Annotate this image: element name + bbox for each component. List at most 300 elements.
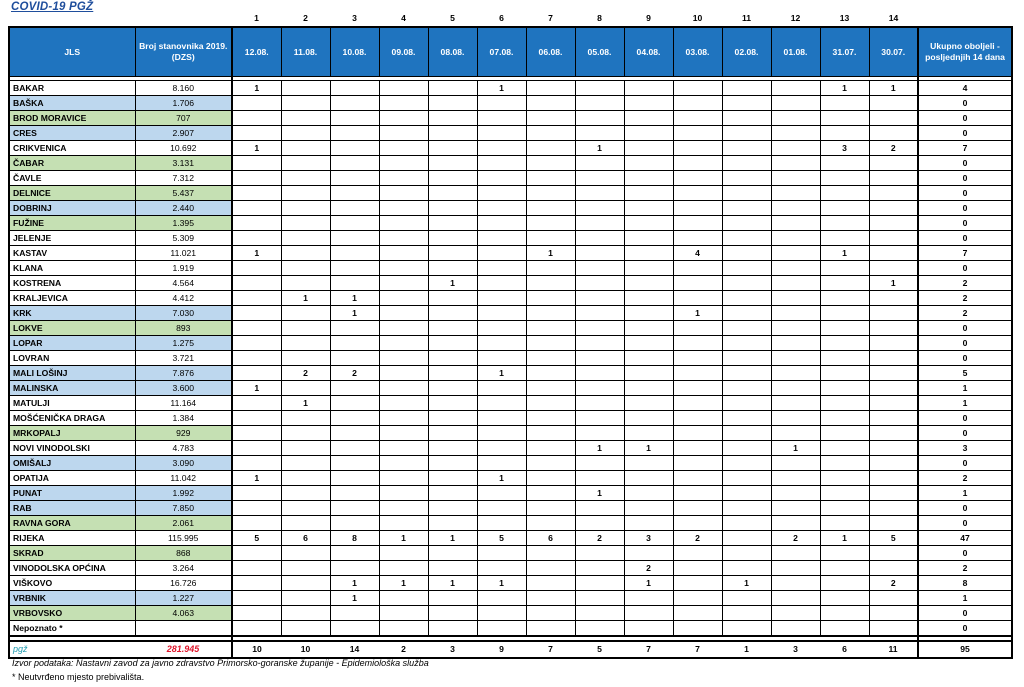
case-cell [820, 516, 869, 531]
total-cell: 0 [918, 111, 1012, 126]
case-cell [379, 321, 428, 336]
case-cell [771, 396, 820, 411]
table-row [9, 261, 1012, 276]
case-cell [477, 156, 526, 171]
population-cell: 3.721 [135, 351, 232, 366]
case-cell: 6 [526, 531, 575, 546]
header-total: Ukupno oboljeli - posljednjih 14 dana [918, 27, 1012, 77]
day-number: 13 [839, 13, 850, 24]
totals-day: 7 [624, 641, 673, 658]
case-cell [624, 411, 673, 426]
case-cell [673, 231, 722, 246]
case-cell [232, 456, 281, 471]
case-cell [673, 351, 722, 366]
case-cell [232, 606, 281, 621]
case-cell [526, 321, 575, 336]
header-date: 11.08. [281, 27, 330, 77]
table-row [9, 576, 1012, 591]
total-cell: 0 [918, 456, 1012, 471]
case-cell [673, 276, 722, 291]
case-cell [428, 426, 477, 441]
case-cell [379, 336, 428, 351]
day-number: 4 [401, 13, 406, 24]
case-cell: 1 [526, 246, 575, 261]
case-cell [379, 411, 428, 426]
case-cell [771, 381, 820, 396]
population-cell: 1.992 [135, 486, 232, 501]
case-cell [330, 336, 379, 351]
case-cell [330, 201, 379, 216]
case-cell [428, 336, 477, 351]
total-cell: 7 [918, 141, 1012, 156]
municipality-name: KRALJEVICA [9, 291, 135, 306]
municipality-name: Nepoznato * [9, 621, 135, 637]
table-row [9, 531, 1012, 546]
total-cell: 3 [918, 441, 1012, 456]
total-cell: 2 [918, 276, 1012, 291]
total-cell: 2 [918, 306, 1012, 321]
case-cell [869, 516, 918, 531]
case-cell [330, 471, 379, 486]
case-cell [526, 111, 575, 126]
case-cell [673, 621, 722, 637]
case-cell [281, 111, 330, 126]
case-cell: 2 [330, 366, 379, 381]
population-cell: 929 [135, 426, 232, 441]
table-row [9, 381, 1012, 396]
case-cell [477, 306, 526, 321]
case-cell [281, 126, 330, 141]
case-cell [771, 231, 820, 246]
table-row [9, 336, 1012, 351]
population-cell: 3.090 [135, 456, 232, 471]
case-cell [722, 456, 771, 471]
day-number: 2 [303, 13, 308, 24]
case-cell [526, 471, 575, 486]
case-cell [575, 351, 624, 366]
case-cell [673, 411, 722, 426]
case-cell [477, 456, 526, 471]
totals-day: 3 [428, 641, 477, 658]
case-cell [673, 426, 722, 441]
case-cell [722, 486, 771, 501]
case-cell [820, 561, 869, 576]
population-cell: 1.919 [135, 261, 232, 276]
population-cell: 11.164 [135, 396, 232, 411]
case-cell [281, 246, 330, 261]
case-cell [477, 171, 526, 186]
municipality-name: KRK [9, 306, 135, 321]
blank-cell [918, 8, 1012, 27]
case-cell [575, 381, 624, 396]
case-cell [281, 441, 330, 456]
case-cell [771, 306, 820, 321]
table-row [9, 396, 1012, 411]
case-cell [820, 411, 869, 426]
case-cell [477, 186, 526, 201]
case-cell [428, 216, 477, 231]
page-title: COVID-19 PGŽ [11, 1, 94, 13]
case-cell [820, 156, 869, 171]
case-cell [477, 621, 526, 637]
case-cell [820, 456, 869, 471]
case-cell [722, 501, 771, 516]
header-date: 09.08. [379, 27, 428, 77]
case-cell [379, 231, 428, 246]
case-cell [722, 111, 771, 126]
case-cell [330, 231, 379, 246]
population-cell: 7.030 [135, 306, 232, 321]
case-cell [428, 96, 477, 111]
day-number: 9 [646, 13, 651, 24]
case-cell [281, 591, 330, 606]
case-cell: 2 [869, 576, 918, 591]
case-cell [624, 351, 673, 366]
case-cell [526, 621, 575, 637]
totals-label: pgž [9, 641, 135, 658]
day-number: 8 [597, 13, 602, 24]
case-cell [820, 261, 869, 276]
case-cell [820, 381, 869, 396]
case-cell [820, 336, 869, 351]
municipality-name: LOKVE [9, 321, 135, 336]
case-cell: 1 [330, 591, 379, 606]
case-cell [232, 111, 281, 126]
case-cell [673, 81, 722, 96]
municipality-name: MOŠĆENIČKA DRAGA [9, 411, 135, 426]
case-cell [624, 426, 673, 441]
header-date: 05.08. [575, 27, 624, 77]
case-cell: 1 [673, 306, 722, 321]
case-cell: 1 [428, 576, 477, 591]
case-cell: 1 [575, 441, 624, 456]
case-cell: 1 [820, 531, 869, 546]
case-cell [869, 171, 918, 186]
case-cell: 3 [820, 141, 869, 156]
case-cell [526, 231, 575, 246]
case-cell [428, 411, 477, 426]
case-cell [379, 141, 428, 156]
case-cell [624, 201, 673, 216]
case-cell [477, 201, 526, 216]
case-cell [575, 201, 624, 216]
case-cell [428, 396, 477, 411]
case-cell [232, 576, 281, 591]
municipality-name: CRES [9, 126, 135, 141]
case-cell [722, 606, 771, 621]
case-cell: 1 [232, 246, 281, 261]
case-cell [869, 381, 918, 396]
case-cell: 8 [330, 531, 379, 546]
case-cell: 1 [330, 291, 379, 306]
case-cell: 5 [232, 531, 281, 546]
case-cell [624, 81, 673, 96]
case-cell [575, 426, 624, 441]
population-cell: 1.706 [135, 96, 232, 111]
case-cell [869, 561, 918, 576]
case-cell [379, 621, 428, 637]
case-cell [771, 81, 820, 96]
table-row [9, 141, 1012, 156]
table-row [9, 171, 1012, 186]
population-cell: 7.876 [135, 366, 232, 381]
population-cell: 2.907 [135, 126, 232, 141]
case-cell [624, 486, 673, 501]
header-date: 03.08. [673, 27, 722, 77]
case-cell: 3 [624, 531, 673, 546]
case-cell [428, 156, 477, 171]
case-cell: 2 [771, 531, 820, 546]
case-cell [379, 201, 428, 216]
case-cell [624, 246, 673, 261]
case-cell [281, 186, 330, 201]
case-cell [771, 366, 820, 381]
case-cell: 1 [281, 291, 330, 306]
case-cell [820, 576, 869, 591]
case-cell [869, 261, 918, 276]
case-cell [869, 216, 918, 231]
case-cell [281, 381, 330, 396]
case-cell [477, 486, 526, 501]
population-cell: 1.275 [135, 336, 232, 351]
case-cell [624, 216, 673, 231]
case-cell [477, 591, 526, 606]
case-cell [477, 561, 526, 576]
table-row [9, 246, 1012, 261]
population-cell: 868 [135, 546, 232, 561]
case-cell [526, 261, 575, 276]
case-cell [624, 171, 673, 186]
case-cell [379, 156, 428, 171]
day-number: 12 [790, 13, 801, 24]
case-cell [232, 186, 281, 201]
population-cell: 2.061 [135, 516, 232, 531]
case-cell [722, 381, 771, 396]
case-cell [330, 381, 379, 396]
case-cell [771, 411, 820, 426]
case-cell [232, 126, 281, 141]
case-cell [428, 321, 477, 336]
case-cell [379, 591, 428, 606]
case-cell [771, 426, 820, 441]
day-number: 10 [692, 13, 703, 24]
case-cell [428, 456, 477, 471]
municipality-name: SKRAD [9, 546, 135, 561]
case-cell [624, 546, 673, 561]
municipality-name: BROD MORAVICE [9, 111, 135, 126]
case-cell [379, 81, 428, 96]
municipality-name: DELNICE [9, 186, 135, 201]
case-cell: 2 [869, 141, 918, 156]
case-cell [771, 201, 820, 216]
case-cell [771, 171, 820, 186]
population-cell: 10.692 [135, 141, 232, 156]
case-cell [379, 291, 428, 306]
case-cell: 1 [869, 81, 918, 96]
case-cell [771, 261, 820, 276]
case-cell [281, 141, 330, 156]
case-cell [771, 576, 820, 591]
case-cell: 1 [330, 576, 379, 591]
case-cell [771, 546, 820, 561]
municipality-name: MALINSKA [9, 381, 135, 396]
case-cell [232, 216, 281, 231]
case-cell [820, 606, 869, 621]
municipality-name: NOVI VINODOLSKI [9, 441, 135, 456]
totals-day: 3 [771, 641, 820, 658]
case-cell [820, 276, 869, 291]
total-cell: 1 [918, 591, 1012, 606]
total-cell: 2 [918, 561, 1012, 576]
case-cell [526, 441, 575, 456]
municipality-name: LOPAR [9, 336, 135, 351]
municipality-name: RIJEKA [9, 531, 135, 546]
case-cell [575, 456, 624, 471]
case-cell: 1 [477, 576, 526, 591]
case-cell [379, 381, 428, 396]
case-cell [477, 426, 526, 441]
case-cell [281, 561, 330, 576]
municipality-name: OMIŠALJ [9, 456, 135, 471]
case-cell [771, 471, 820, 486]
case-cell: 1 [428, 276, 477, 291]
municipality-name: MRKOPALJ [9, 426, 135, 441]
case-cell [869, 606, 918, 621]
header-date: 30.07. [869, 27, 918, 77]
case-cell [820, 396, 869, 411]
case-cell [379, 96, 428, 111]
total-cell: 0 [918, 411, 1012, 426]
case-cell [673, 516, 722, 531]
case-cell [330, 426, 379, 441]
header-jls: JLS [9, 27, 135, 77]
case-cell [624, 186, 673, 201]
case-cell [722, 321, 771, 336]
case-cell [869, 231, 918, 246]
case-cell [330, 411, 379, 426]
case-cell [673, 156, 722, 171]
case-cell [379, 471, 428, 486]
totals-day: 6 [820, 641, 869, 658]
case-cell [281, 471, 330, 486]
case-cell [722, 96, 771, 111]
total-cell: 0 [918, 321, 1012, 336]
case-cell [526, 606, 575, 621]
case-cell [379, 486, 428, 501]
case-cell [526, 366, 575, 381]
case-cell: 1 [232, 81, 281, 96]
population-cell: 11.042 [135, 471, 232, 486]
case-cell [281, 426, 330, 441]
case-cell [379, 111, 428, 126]
case-cell [722, 171, 771, 186]
case-cell [281, 351, 330, 366]
case-cell [281, 486, 330, 501]
total-cell: 0 [918, 231, 1012, 246]
case-cell [771, 186, 820, 201]
case-cell [771, 111, 820, 126]
case-cell [281, 156, 330, 171]
case-cell [428, 546, 477, 561]
case-cell [379, 396, 428, 411]
case-cell [526, 201, 575, 216]
case-cell [673, 561, 722, 576]
total-cell: 2 [918, 291, 1012, 306]
table-row [9, 546, 1012, 561]
case-cell [379, 546, 428, 561]
case-cell [232, 426, 281, 441]
case-cell [477, 111, 526, 126]
case-cell [869, 156, 918, 171]
case-cell [477, 546, 526, 561]
case-cell [428, 516, 477, 531]
case-cell [428, 111, 477, 126]
case-cell [477, 396, 526, 411]
totals-row [9, 641, 1012, 658]
case-cell [575, 126, 624, 141]
case-cell [428, 306, 477, 321]
case-cell [526, 486, 575, 501]
municipality-name: MATULJI [9, 396, 135, 411]
case-cell: 1 [379, 576, 428, 591]
case-cell [771, 246, 820, 261]
case-cell [771, 336, 820, 351]
table-row [9, 366, 1012, 381]
case-cell [771, 276, 820, 291]
case-cell [428, 366, 477, 381]
case-cell [575, 321, 624, 336]
case-cell [428, 291, 477, 306]
case-cell [624, 366, 673, 381]
case-cell [330, 456, 379, 471]
case-cell: 2 [624, 561, 673, 576]
case-cell [526, 336, 575, 351]
case-cell [428, 231, 477, 246]
case-cell [232, 261, 281, 276]
case-cell [722, 351, 771, 366]
total-cell: 2 [918, 471, 1012, 486]
case-cell: 1 [428, 531, 477, 546]
blank-cell [9, 8, 135, 27]
total-cell: 4 [918, 81, 1012, 96]
case-cell [232, 546, 281, 561]
population-cell [135, 621, 232, 637]
case-cell [281, 261, 330, 276]
case-cell [526, 81, 575, 96]
case-cell [281, 96, 330, 111]
header-date: 01.08. [771, 27, 820, 77]
case-cell [673, 171, 722, 186]
totals-day: 7 [673, 641, 722, 658]
case-cell [428, 126, 477, 141]
case-cell [820, 201, 869, 216]
case-cell [330, 126, 379, 141]
case-cell [379, 456, 428, 471]
case-cell [869, 306, 918, 321]
case-cell [624, 321, 673, 336]
case-cell [673, 546, 722, 561]
table-row [9, 411, 1012, 426]
case-cell [722, 141, 771, 156]
case-cell [526, 591, 575, 606]
case-cell: 1 [232, 471, 281, 486]
case-cell [722, 441, 771, 456]
case-cell [820, 231, 869, 246]
case-cell [330, 156, 379, 171]
case-cell [575, 216, 624, 231]
case-cell [281, 546, 330, 561]
case-cell [869, 351, 918, 366]
